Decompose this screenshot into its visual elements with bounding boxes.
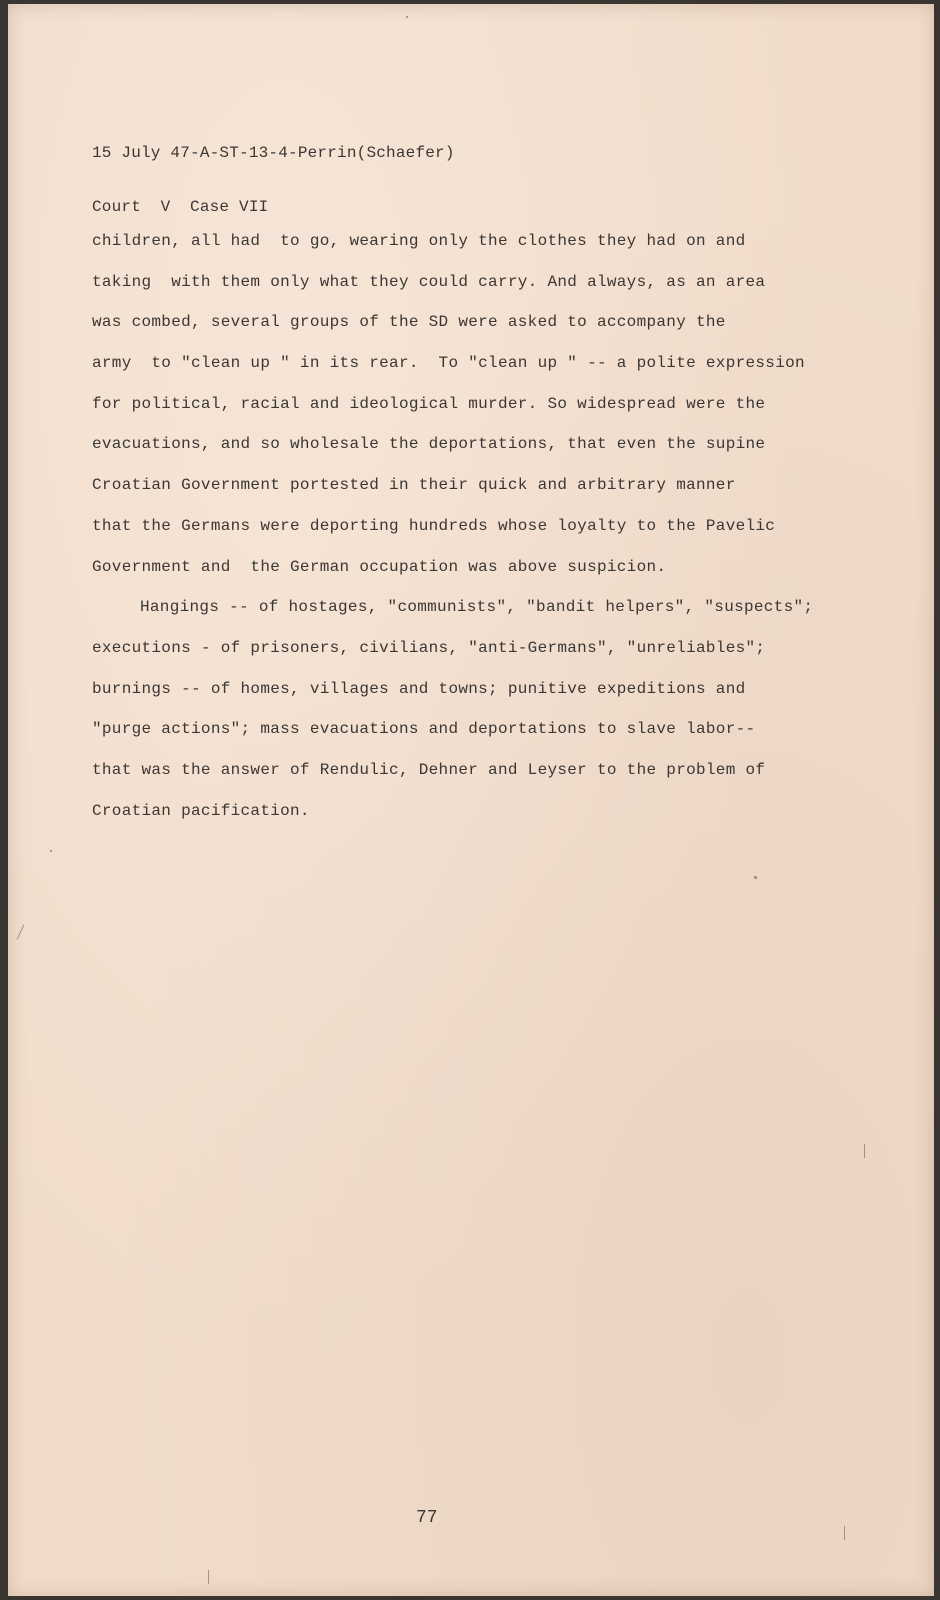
- body-line: Government and the German occupation was above suspicion.: [92, 557, 667, 576]
- body-line: executions - of prisoners, civilians, "anti-Germans", "unreliables";: [92, 638, 766, 657]
- body-line: was combed, several groups of the SD were asked to accompany the: [92, 313, 726, 332]
- body-line: burnings -- of homes, villages and towns; punitive expeditions and: [92, 679, 746, 698]
- body-line: army to "clean up " in its rear. To "clean up " -- a polite expression: [92, 354, 805, 373]
- paper-speck: [50, 850, 52, 852]
- header-reference-line: 15 July 47-A-ST-13-4-Perrin(Schaefer): [92, 144, 455, 162]
- body-line: evacuations, and so wholesale the deportations, that even the supine: [92, 435, 766, 454]
- body-line: Croatian pacification.: [92, 801, 310, 820]
- page-number: 77: [416, 1508, 438, 1528]
- paper-speck: [754, 876, 757, 879]
- paper-speck: [406, 16, 408, 18]
- body-line: that was the answer of Rendulic, Dehner and Leyser to the problem of: [92, 760, 766, 779]
- document-page: [8, 4, 934, 1596]
- body-line-paragraph-start: Hangings -- of hostages, "communists", "bandit helpers", "suspects";: [140, 598, 814, 617]
- body-line: "purge actions"; mass evacuations and deportations to slave labor--: [92, 720, 756, 739]
- body-line: that the Germans were deporting hundreds whose loyalty to the Pavelic: [92, 516, 776, 535]
- document-body: [92, 230, 872, 840]
- body-line: for political, racial and ideological murder. So widespread were the: [92, 394, 766, 413]
- paper-speck: [208, 1570, 209, 1584]
- paper-speck: [17, 925, 25, 940]
- paper-speck: [844, 1526, 845, 1540]
- body-line: children, all had to go, wearing only the clothes they had on and: [92, 232, 746, 250]
- body-line: Croatian Government portested in their quick and arbitrary manner: [92, 476, 736, 495]
- header-court-case-line: Court V Case VII: [92, 198, 269, 216]
- body-line: taking with them only what they could carry. And always, as an area: [92, 272, 766, 291]
- paper-speck: [864, 1144, 865, 1158]
